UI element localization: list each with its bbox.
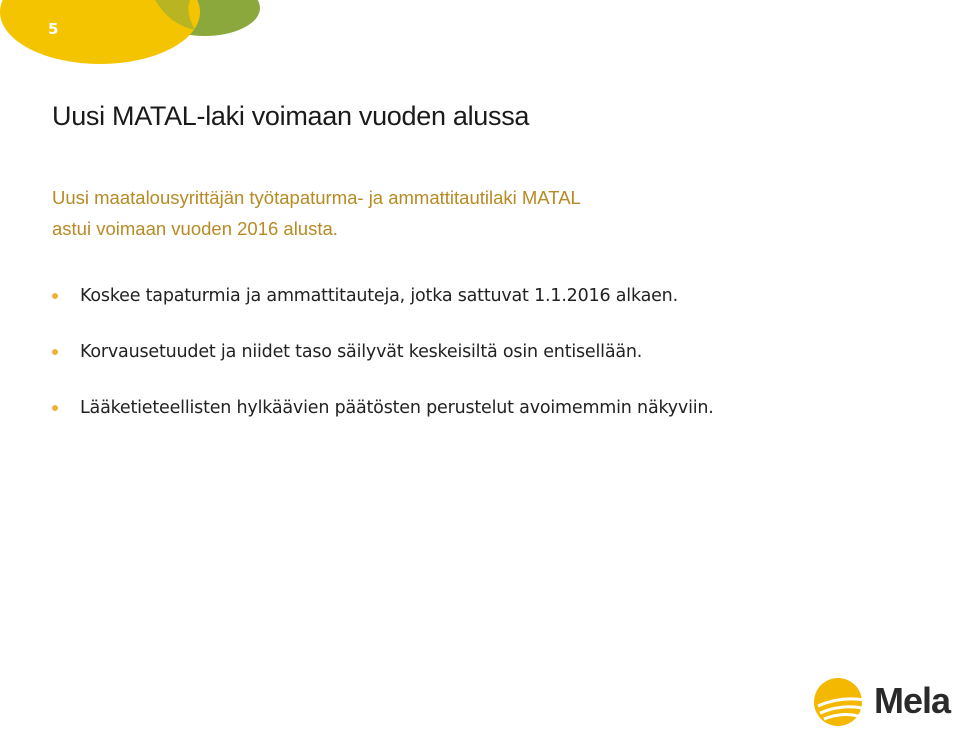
- intro-text: [52, 182, 812, 244]
- mela-logo: [812, 676, 952, 728]
- bullet-text: Koskee tapaturmia ja ammattitauteja, jotka sattuvat 1.1.2016 alkaen.: [80, 286, 678, 306]
- slide-title: Uusi MATAL-laki voimaan vuoden alussa: [52, 101, 530, 131]
- bullet-item: [52, 395, 932, 451]
- header-decoration: [0, 0, 280, 80]
- bullet-list: [52, 283, 932, 451]
- logo-text: Mela: [874, 680, 951, 721]
- bullet-dot-icon: [52, 349, 58, 355]
- sun-icon: [812, 676, 868, 728]
- bullet-text: Lääketieteellisten hylkäävien päätösten perustelut avoimemmin näkyviin.: [80, 398, 714, 418]
- intro-line: astui voimaan vuoden 2016 alusta.: [52, 218, 338, 239]
- bullet-text: Korvausetuudet ja niidet taso säilyvät keskeisiltä osin entisellään.: [80, 342, 643, 362]
- bullet-item: [52, 283, 932, 339]
- bullet-dot-icon: [52, 405, 58, 411]
- page-number: 5: [48, 20, 59, 38]
- bullet-dot-icon: [52, 293, 58, 299]
- bullet-item: [52, 339, 932, 395]
- intro-line: Uusi maatalousyrittäjän työtapaturma- ja ammattitautilaki MATAL: [52, 187, 581, 208]
